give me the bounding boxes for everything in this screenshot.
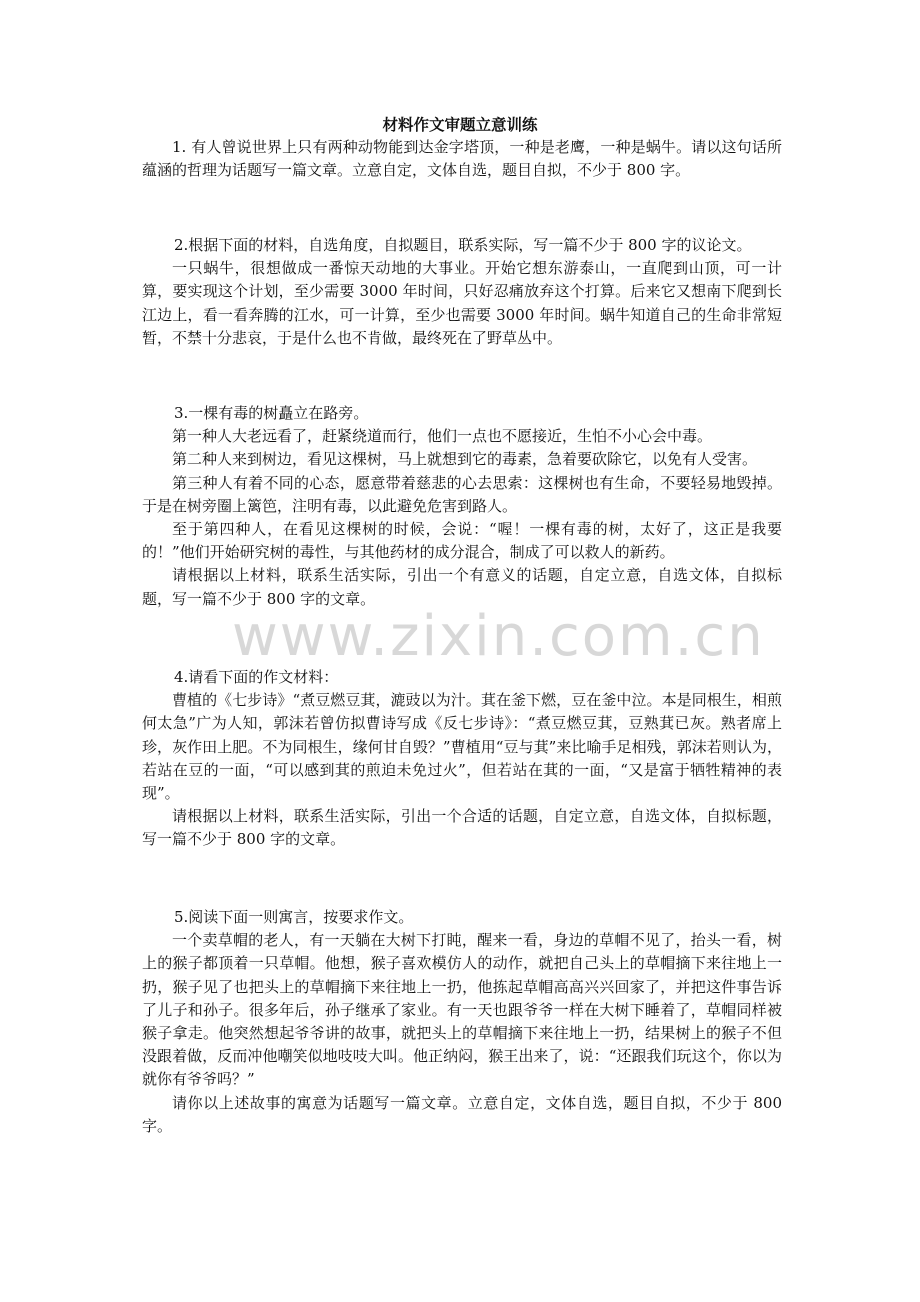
question-3-person-2: 第二种人来到树边，看见这棵树，马上就想到它的毒素，急着要砍除它，以免有人受害。 [172,450,758,469]
question-3-person-4: 至于第四种人，在看见这棵树的时候，会说：“喔！一棵有毒的树，太好了，这正是我要的！”他们开始研究树的毒性，与其他药材的成分混合，制成了可以救人的新药。 [142,520,782,562]
question-5-requirement: 请你以上述故事的寓意为话题写一篇文章。立意自定，文体自选，题目自拟，不少于 800 字。 [142,1093,782,1135]
question-5-fable: 一个卖草帽的老人，有一天躺在大树下打盹，醒来一看，身边的草帽不见了，抬头一看，树上的猴子都顶着一只草帽。他想，猴子喜欢模仿人的动作，就把自己头上的草帽摘下来往地上一扔，猴子见了也把头上的草帽摘下来往地上一扔，他拣起草帽高高兴兴回家了，并把这件事告诉了儿子和孙子。很多年后，孙子继承了家业。有一天也跟爷爷一样在大树下睡着了，草帽同样被猴子拿走。他突然想起爷爷讲的故事，就把头上的草帽摘下来往地上一扔，结果树上的猴子不但没跟着做，反而冲他嘲笑似地吱吱大叫。他正纳闷，猴王出来了，说：“还跟我们玩这个，你以为就你有爷爷吗？” [142,931,782,1089]
question-1-text: 1. 有人曾说世界上只有两种动物能到达金字塔顶，一种是老鹰，一种是蜗牛。请以这句话所蕴涵的哲理为话题写一篇文章。立意自定，文体自选，题目自拟，不少于 800 字。 [142,138,782,180]
question-4 [142,666,782,852]
question-4-requirement: 请根据以上材料，联系生活实际，引出一个合适的话题，自定立意，自选文体，自拟标题，写一篇不少于 800 字的文章。 [142,807,782,849]
question-4-material: 曹植的《七步诗》“煮豆燃豆萁，漉豉以为汁。萁在釜下燃，豆在釜中泣。本是同根生，相煎何太急”广为人知，郭沫若曾仿拟曹诗写成《反七步诗》：“煮豆燃豆萁，豆熟萁已灰。熟者席上珍，灰作田上肥。不为同根生，缘何甘自毁？”曹植用“豆与萁”来比喻手足相残，郭沫若则认为，若站在豆的一面，“可以感到萁的煎迫未免过火”，但若站在萁的一面，“又是富于牺牲精神的表现”。 [142,691,782,803]
question-5 [142,906,782,1138]
question-3 [142,402,782,611]
question-2-material: 一只蜗牛，很想做成一番惊天动地的大事业。开始它想东游泰山，一直爬到山顶，可一计算，要实现这个计划，至少需要 3000 年时间，只好忍痛放弃这个打算。后来它又想南下爬到长江边上，看一看奔腾的江水，可一计算，至少也需要 3000 年时间。蜗牛知道自己的生命非常短暂，不禁十分悲哀，于是什么也不肯做，最终死在了野草丛中。 [142,259,782,347]
question-2-prompt: 2.根据下面的材料，自选角度，自拟题目，联系实际，写一篇不少于 800 字的议论文。 [174,236,752,254]
question-5-prompt: 5.阅读下面一则寓言，按要求作文。 [174,908,414,926]
question-1 [142,136,782,182]
question-3-prompt: 3.一棵有毒的树矗立在路旁。 [174,404,369,422]
question-4-prompt: 4.请看下面的作文材料： [174,668,339,686]
document-title: 材料作文审题立意训练 [382,116,538,134]
question-3-requirement: 请根据以上材料，联系生活实际，引出一个有意义的话题，自定立意，自选文体，自拟标题，写一篇不少于 800 字的文章。 [142,566,782,608]
question-3-person-1: 第一种人大老远看了，赶紧绕道而行，他们一点也不愿接近，生怕不小心会中毒。 [172,427,713,446]
question-3-person-3: 第三种人有着不同的心态，愿意带着慈悲的心去思索：这棵树也有生命，不要轻易地毁掉。于是在树旁圈上篱笆，注明有毒，以此避免危害到路人。 [142,473,782,515]
watermark: www.zixin.com.cn [232,604,765,669]
question-2 [142,234,782,350]
